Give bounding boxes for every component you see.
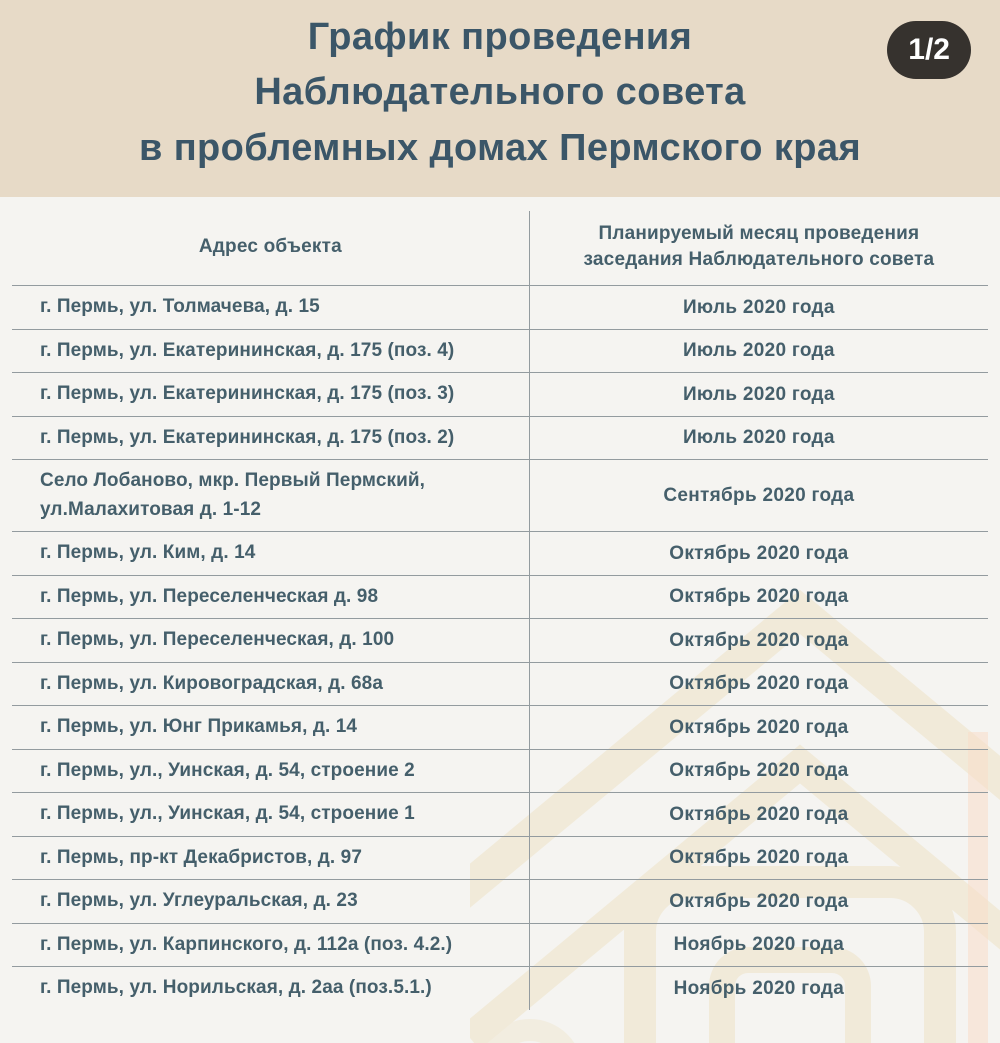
month-cell: Октябрь 2020 года — [529, 836, 988, 880]
table-row — [12, 575, 988, 619]
month-cell: Октябрь 2020 года — [529, 706, 988, 750]
address-cell: г. Пермь, ул. Толмачева, д. 15 — [12, 286, 529, 330]
address-cell: Село Лобаново, мкр. Первый Пермский, ул.Малахитовая д. 1-12 — [12, 460, 529, 532]
schedule-table — [12, 211, 988, 1010]
month-cell: Октябрь 2020 года — [529, 575, 988, 619]
table-row — [12, 373, 988, 417]
table-row — [12, 706, 988, 750]
title-line-2: Наблюдательного совета — [254, 71, 746, 114]
table-row — [12, 880, 988, 924]
table-section — [0, 197, 1000, 1043]
header — [0, 0, 1000, 197]
address-cell: г. Пермь, ул. Углеуральская, д. 23 — [12, 880, 529, 924]
address-cell: г. Пермь, ул., Уинская, д. 54, строение 1 — [12, 793, 529, 837]
table-row — [12, 836, 988, 880]
table-row — [12, 460, 988, 532]
month-cell: Июль 2020 года — [529, 329, 988, 373]
table-row — [12, 967, 988, 1010]
table-body — [12, 286, 988, 1010]
address-cell: г. Пермь, ул. Кировоградская, д. 68а — [12, 662, 529, 706]
table-row — [12, 923, 988, 967]
header-row — [12, 211, 988, 286]
month-cell: Сентябрь 2020 года — [529, 460, 988, 532]
address-cell: г. Пермь, пр-кт Декабристов, д. 97 — [12, 836, 529, 880]
month-cell: Октябрь 2020 года — [529, 619, 988, 663]
column-header-address: Адрес объекта — [12, 211, 529, 286]
address-cell: г. Пермь, ул. Норильская, д. 2аа (поз.5.1.) — [12, 967, 529, 1010]
address-cell: г. Пермь, ул. Переселенческая д. 98 — [12, 575, 529, 619]
address-cell: г. Пермь, ул. Переселенческая, д. 100 — [12, 619, 529, 663]
month-cell: Октябрь 2020 года — [529, 749, 988, 793]
title-line-1: График проведения — [307, 16, 693, 58]
table-row — [12, 286, 988, 330]
address-cell: г. Пермь, ул. Юнг Прикамья, д. 14 — [12, 706, 529, 750]
table-row — [12, 416, 988, 460]
address-cell: г. Пермь, ул. Ким, д. 14 — [12, 532, 529, 576]
month-cell: Июль 2020 года — [529, 416, 988, 460]
month-cell: Июль 2020 года — [529, 286, 988, 330]
table-row — [12, 749, 988, 793]
table-head — [12, 211, 988, 286]
month-cell: Июль 2020 года — [529, 373, 988, 417]
month-cell: Октябрь 2020 года — [529, 662, 988, 706]
month-cell: Ноябрь 2020 года — [529, 923, 988, 967]
table-row — [12, 329, 988, 373]
month-cell: Октябрь 2020 года — [529, 793, 988, 837]
month-cell: Октябрь 2020 года — [529, 880, 988, 924]
address-cell: г. Пермь, ул., Уинская, д. 54, строение 2 — [12, 749, 529, 793]
page-title — [0, 10, 1000, 176]
table-row — [12, 532, 988, 576]
month-cell: Ноябрь 2020 года — [673, 977, 845, 999]
title-line-3: в проблемных домах Пермского края — [138, 126, 862, 169]
address-cell: г. Пермь, ул. Екатерининская, д. 175 (поз. 3) — [12, 373, 529, 417]
table-row — [12, 662, 988, 706]
table-row — [12, 619, 988, 663]
table-row — [12, 793, 988, 837]
month-cell: Октябрь 2020 года — [529, 532, 988, 576]
address-cell: г. Пермь, ул. Екатерининская, д. 175 (поз. 4) — [12, 329, 529, 373]
address-cell: г. Пермь, ул. Екатерининская, д. 175 (поз. 2) — [12, 416, 529, 460]
column-header-month: Планируемый месяц проведения заседания Наблюдательного совета — [529, 211, 988, 286]
address-cell: г. Пермь, ул. Карпинского, д. 112а (поз. 4.2.) — [12, 923, 529, 967]
page-counter-badge: 1/2 — [887, 21, 971, 79]
